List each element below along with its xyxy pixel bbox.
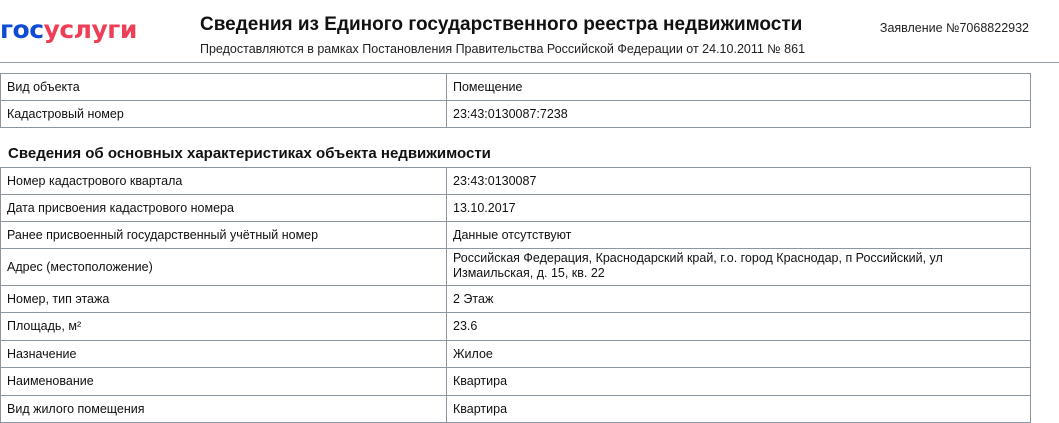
details-table: [0, 167, 1031, 423]
table-row: [1, 341, 1030, 368]
row-value: Данные отсутствуют: [453, 227, 572, 242]
table-row: [1, 168, 1030, 195]
document-subtitle: Предоставляются в рамках Постановления Правительства Российской Федерации от 24.10.2011 № 861: [200, 42, 806, 56]
row-label: Номер, тип этажа: [1, 286, 447, 312]
row-value: Помещение: [453, 79, 523, 94]
row-value: Квартира: [453, 374, 508, 388]
row-value: 23.6: [453, 319, 478, 333]
row-label: Номер кадастрового квартала: [1, 168, 447, 194]
row-value: 2 Этаж: [453, 291, 494, 306]
row-value: 23:43:0130087: [453, 173, 537, 188]
document-title: Сведения из Единого государственного реестра недвижимости: [200, 14, 803, 35]
row-value: 23:43:0130087:7238: [453, 106, 568, 121]
row-label: Вид жилого помещения: [1, 396, 447, 422]
statement-number: Заявление №7068822932: [879, 21, 1029, 35]
table-row: [1, 101, 1030, 128]
row-value: Квартира: [453, 401, 508, 416]
section-title: Сведения об основных характеристиках объекта недвижимости: [8, 145, 491, 162]
table-row: [1, 195, 1030, 222]
row-value: 13.10.2017: [453, 200, 516, 215]
table-row: [1, 313, 1030, 341]
row-label: Вид объекта: [1, 74, 447, 100]
header-divider: [0, 62, 1059, 63]
document-header: [0, 0, 1059, 70]
row-label: Наименование: [1, 368, 447, 395]
table-row: [1, 286, 1030, 313]
table-row: [1, 74, 1030, 101]
table-row: [1, 396, 1030, 423]
row-label: Адрес (местоположение): [1, 249, 447, 285]
object-table: [0, 73, 1031, 128]
logo-part-gos: гос: [0, 15, 44, 44]
row-value: Российская Федерация, Краснодарский край, г.о. город Краснодар, п Российский, ул Измаильская, д. 15, кв. 22: [453, 251, 943, 280]
gosuslugi-logo: [0, 12, 137, 48]
logo-part-uslugi: услуги: [43, 15, 137, 44]
table-row: [1, 222, 1030, 249]
row-label: Кадастровый номер: [1, 101, 447, 127]
row-label: Дата присвоения кадастрового номера: [1, 195, 447, 221]
table-row: [1, 249, 1030, 286]
row-value: Жилое: [453, 346, 493, 361]
row-label: Назначение: [1, 341, 447, 367]
row-label: Площадь, м²: [1, 313, 447, 340]
table-row: [1, 368, 1030, 396]
row-label: Ранее присвоенный государственный учётный номер: [1, 222, 447, 248]
